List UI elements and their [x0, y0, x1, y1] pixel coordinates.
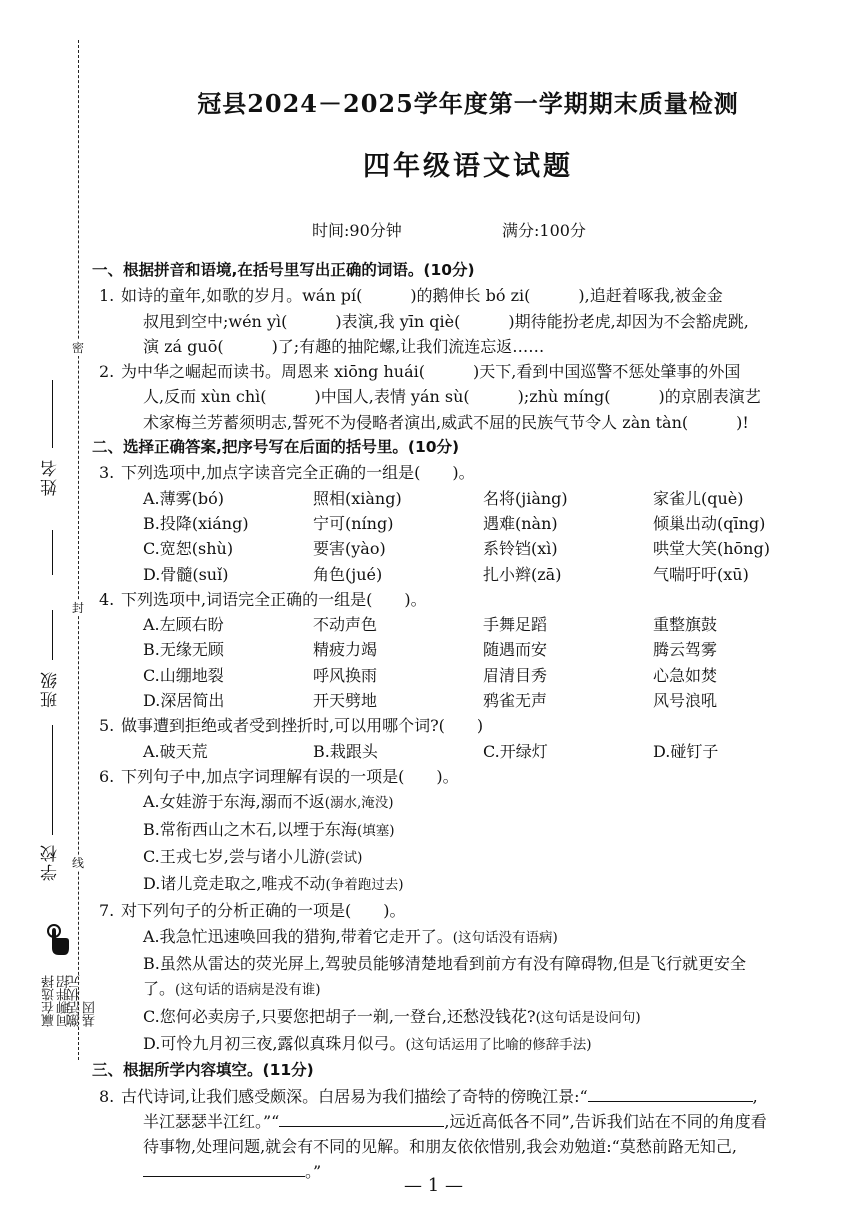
name-label: 姓名	[41, 458, 61, 496]
q4-option-row: B.无缘无顾 精疲力竭 随遇而安 腾云驾雾	[143, 640, 718, 660]
binding-dashed-line	[78, 40, 79, 1060]
seal-word-mi: 密	[72, 341, 85, 355]
q8-line-3: 待事物,处理问题,就会有不同的见解。和朋友依依惜别,我会劝勉道:“莫愁前路无知己,	[143, 1137, 737, 1157]
school-field-line[interactable]	[52, 725, 53, 835]
q6-option: D.诸儿竞走取之,唯戎不动(争着跑过去)	[143, 874, 404, 894]
question-8: 8. 古代诗词,让我们感受颇深。白居易为我们描绘了奇特的傍晚江景:“ ,	[99, 1086, 758, 1106]
section-3-heading: 三、根据所学内容填空。(11分)	[92, 1061, 314, 1080]
question-2: 2. 为中华之崛起而读书。周恩来 xiōng huái( )天下,看到中国巡警不惩处肇事的外国	[99, 362, 741, 382]
seal-word-feng: 封	[72, 601, 85, 615]
q6-option: C.王戎七岁,尝与诸小儿游(尝试)	[143, 846, 363, 866]
question-4: 4. 下列选项中,词语完全正确的一组是( )。	[99, 589, 427, 609]
q7-option-d: D.可怜九月初三夜,露似真珠月似弓。(这句话运用了比喻的修辞手法)	[143, 1033, 592, 1053]
page-number: — 1 —	[404, 1175, 463, 1196]
q7-option-b-cont: 了。(这句话的语病是没有谁)	[143, 979, 321, 999]
school-label: 学校	[41, 843, 61, 881]
q7-option-a: A.我急忙迅速唤回我的猎狗,带着它走开了。(这句话没有语病)	[143, 926, 558, 946]
q6-option: A.女娃游于东海,溺而不返(溺水,淹没)	[143, 792, 394, 812]
exam-time: 时间:90分钟	[312, 221, 402, 240]
exam-score: 满分:100分	[502, 221, 586, 240]
class-label: 班级	[41, 670, 61, 708]
section-2-heading: 二、选择正确答案,把序号写在后面的括号里。(10分)	[92, 438, 460, 457]
question-1: 1. 如诗的童年,如歌的岁月。wán pí( )的鹅伸长 bó zi( ),追赶着啄我,被金金	[99, 286, 723, 306]
q4-option-row: C.山绷地裂 呼风换雨 眉清目秀 心急如焚	[143, 665, 718, 685]
section-1-heading: 一、根据拼音和语境,在括号里写出正确的词语。(10分)	[92, 261, 475, 279]
answer-blank[interactable]	[279, 1112, 444, 1127]
q3-option-row: B.投降(xiáng) 宁可(níng) 遇难(nàn) 倾巢出动(qīng)	[143, 513, 766, 533]
question-2-line-2: 人,反而 xùn chì( )中国人,表情 yán sù( );zhù míng( )的京剧表演艺	[143, 387, 761, 407]
q7-option-b: B.虽然从雷达的荧光屏上,驾驶员能够清楚地看到前方有没有障碍物,但是飞行就更安全	[143, 954, 747, 974]
q8-line-4: 。”	[92, 1159, 844, 1184]
question-2-line-3: 术家梅兰芳蓄须明志,誓死不为侵略者演出,威武不屈的民族气节令人 zàn tàn( )!	[143, 412, 749, 432]
q7-option-c: C.您何必卖房子,只要您把胡子一剃,一登台,还愁没钱花?(这句话是设问句)	[143, 1006, 641, 1026]
question-7: 7. 对下列句子的分析正确的一项是( )。	[99, 901, 406, 921]
slogan-right: 激活状元 基因	[68, 975, 98, 1027]
school-field	[38, 725, 78, 885]
q4-option-row: D.深居简出 开天劈地 鸦雀无声 风号浪吼	[143, 691, 718, 711]
answer-blank[interactable]	[588, 1087, 753, 1102]
class-field	[38, 610, 78, 710]
question-6: 6. 下列句子中,加点字词理解有误的一项是( )。	[99, 766, 459, 786]
exam-subtitle: 四年级语文试题	[363, 151, 573, 182]
question-1-line-2: 叔甩到空中;wén yì( )表演,我 yīn qiè( )期待能扮老虎,却因为不会豁虎跳,	[143, 311, 749, 331]
q3-option-row: C.宽恕(shù) 要害(yào) 系铃铛(xì) 哄堂大笑(hōng)	[143, 539, 770, 559]
q4-option-row: A.左顾右盼 不动声色 手舞足蹈 重整旗鼓	[143, 615, 718, 635]
class-field-line[interactable]	[52, 610, 53, 660]
exam-title: 冠县2024－2025学年度第一学期期末质量检测	[197, 89, 739, 118]
question-3: 3. 下列选项中,加点字读音完全正确的一组是( )。	[99, 463, 475, 483]
name-field	[38, 380, 78, 510]
class-upper-line	[38, 530, 78, 570]
q3-option-row: D.骨髓(suǐ) 角色(jué) 扎小辫(zā) 气喘吁吁(xū)	[143, 564, 749, 584]
q3-option-row: A.薄雾(bó) 照相(xiàng) 名将(jiàng) 家雀儿(què)	[143, 488, 744, 508]
pointing-hand-icon	[44, 922, 72, 958]
q8-line-2: 半江瑟瑟半江红。”“ ,远近高低各不同”,告诉我们站在不同的角度看	[143, 1111, 767, 1131]
seal-word-xian: 线	[72, 856, 85, 870]
name-field-line[interactable]	[52, 380, 53, 448]
question-5: 5. 做事遭到拒绝或者受到挫折时,可以用哪个词?( )	[99, 716, 484, 736]
question-1-line-3: 演 zá guō( )了;有趣的抽陀螺,让我们流连忘返……	[143, 336, 545, 356]
slogan-left: 赢在选择 间聊胖招	[42, 975, 72, 1027]
exam-content	[92, 258, 844, 1185]
q5-options: A.破天荒 B.栽跟头 C.开绿灯 D.碰钉子	[143, 741, 719, 761]
q6-option: B.常衔西山之木石,以堙于东海(填塞)	[143, 819, 395, 839]
